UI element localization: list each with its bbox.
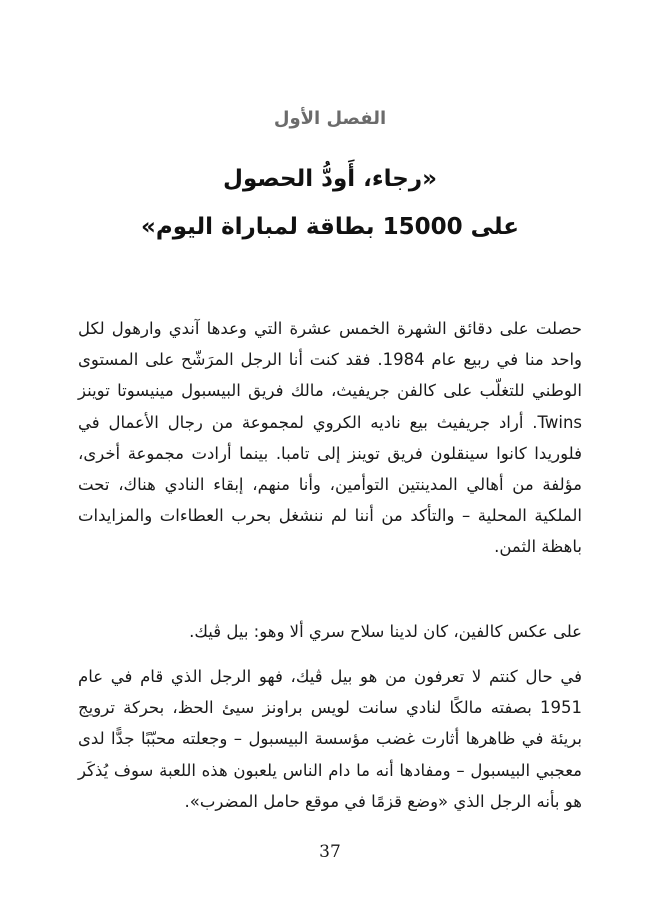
body-paragraph-3-container (78, 661, 582, 817)
body-paragraph-1: حصلت على دقائق الشهرة الخمس عشرة التي وعدها آندي وارهول لكل واحد منا في ربيع عام 1984. فقد كنت أنا الرجل المرَشّح على المستوى الوطني للتغلّب على كالفن جريفيث، مالك فريق البيسبول مينيسوتا توينز Twins. أراد جريفيث بيع ناديه الكروي لمجموعة من رجال الأعمال في فلوريدا كانوا سينقلون فريق توينز إلى تامبا. بينما أرادت مجموعة أخرى، مؤلفة من أهالي المدينتين التوأمين، وأنا منهم، إبقاء النادي هناك، تحت الملكية المحلية – والتأكد من أننا لم ننشغل بحرب العطاءات والمزايدات باهظة الثمن. (78, 319, 583, 557)
chapter-label: الفصل الأول (273, 108, 387, 129)
page-number: 37 (319, 842, 341, 862)
chapter-title-line-1: «رجاء، أَودُّ الحصول (223, 166, 437, 192)
body-paragraph-2-container (78, 616, 582, 647)
chapter-title-line-2: على 15000 بطاقة لمباراة اليوم» (141, 214, 519, 240)
body-paragraph-3: في حال كنتم لا تعرفون من هو بيل ڤيك، فهو الرجل الذي قام في عام 1951 بصفته مالكًا لنادي سانت لويس براونز سيئ الحظ، بحركة ترويج بريئة في ظاهرها أثارت غضب مؤسسة البيسبول – وجعلته محبّبًا جدًّا لدى معجبي البيسبول – ومفادها أنه ما دام الناس يلعبون هذه اللعبة سوف يُذكَر هو بأنه الرجل الذي «وضع قزمًا في موقع حامل المضرب». (78, 667, 582, 811)
body-paragraph-1-container (78, 313, 582, 563)
body-paragraph-2: على عكس كالفين، كان لدينا سلاح سري ألا وهو: بيل ڤيك. (189, 622, 582, 641)
